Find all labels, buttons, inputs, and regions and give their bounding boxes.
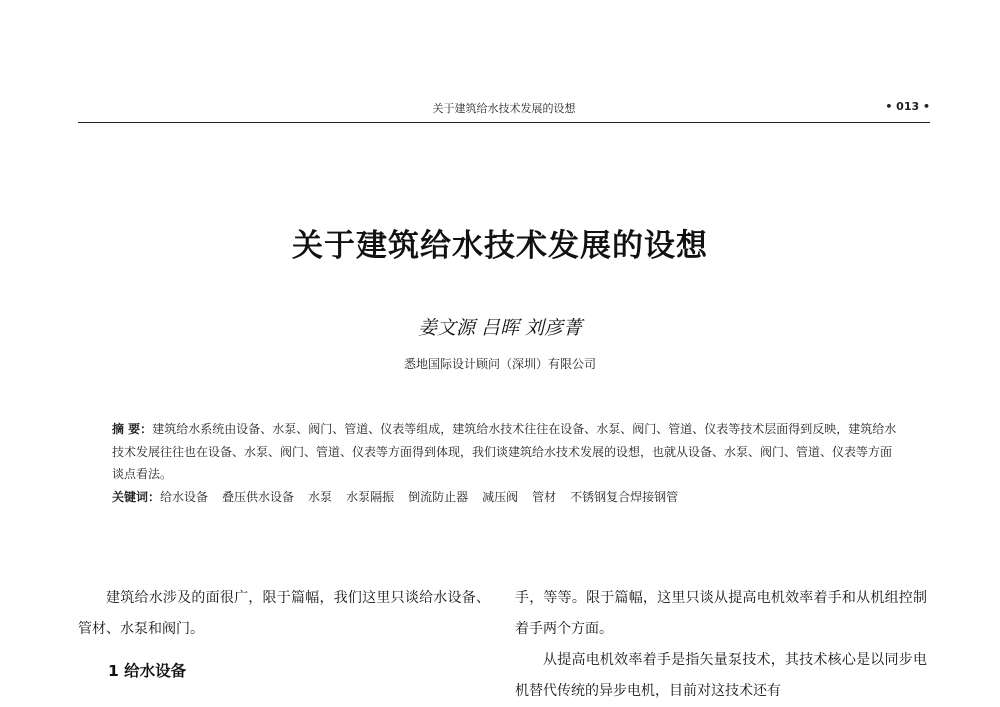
authors: 姜文源 吕晖 刘彦菁 bbox=[417, 317, 583, 339]
keywords-line bbox=[112, 486, 898, 509]
abstract-label: 摘 要： bbox=[112, 422, 153, 436]
keyword: 倒流防止器 bbox=[408, 489, 469, 504]
body-paragraph: 手，等等。限于篇幅，这里只谈从提高电机效率着手和从机组控制着手两个方面。 bbox=[515, 590, 927, 637]
abstract-paragraph bbox=[112, 418, 898, 486]
keyword: 减压阀 bbox=[482, 489, 519, 504]
body-paragraph: 建筑给水涉及的面很广，限于篇幅，我们这里只谈给水设备、管材、水泵和阀门。 bbox=[78, 590, 490, 637]
running-header bbox=[78, 92, 930, 122]
keyword: 给水设备 bbox=[160, 489, 209, 504]
section-heading: 1 给水设备 bbox=[108, 662, 187, 680]
keyword: 不锈钢复合焊接钢管 bbox=[570, 489, 679, 504]
abstract-block bbox=[112, 418, 898, 508]
article-title: 关于建筑给水技术发展的设想 bbox=[292, 228, 708, 264]
running-title: 关于建筑给水技术发展的设想 bbox=[432, 102, 576, 115]
affiliation: 悉地国际设计顾问（深圳）有限公司 bbox=[403, 357, 596, 371]
header-rule bbox=[78, 122, 930, 123]
keyword: 叠压供水设备 bbox=[222, 489, 295, 504]
body-paragraph: 从提高电机效率着手是指矢量泵技术，其技术核心是以同步电机替代传统的异步电机，目前对这技术还有 bbox=[515, 652, 927, 699]
keyword: 水泵 bbox=[308, 489, 333, 504]
keyword: 管材 bbox=[532, 489, 557, 504]
keyword: 水泵隔振 bbox=[346, 489, 395, 504]
body-column-right bbox=[515, 583, 927, 707]
body-column-left bbox=[78, 583, 490, 687]
abstract-text: 建筑给水系统由设备、水泵、阀门、管道、仪表等组成，建筑给水技术往往在设备、水泵、阀门、管道、仪表等技术层面得到反映，建筑给水技术发展往往也在设备、水泵、阀门、管道、仪表等方面得到体现，我们谈建筑给水技术发展的设想，也就从设备、水泵、阀门、管道、仪表等方面谈点看法。 bbox=[112, 422, 897, 481]
page-number: • 013 • bbox=[885, 100, 930, 113]
keywords-label: 关键词： bbox=[112, 489, 161, 504]
